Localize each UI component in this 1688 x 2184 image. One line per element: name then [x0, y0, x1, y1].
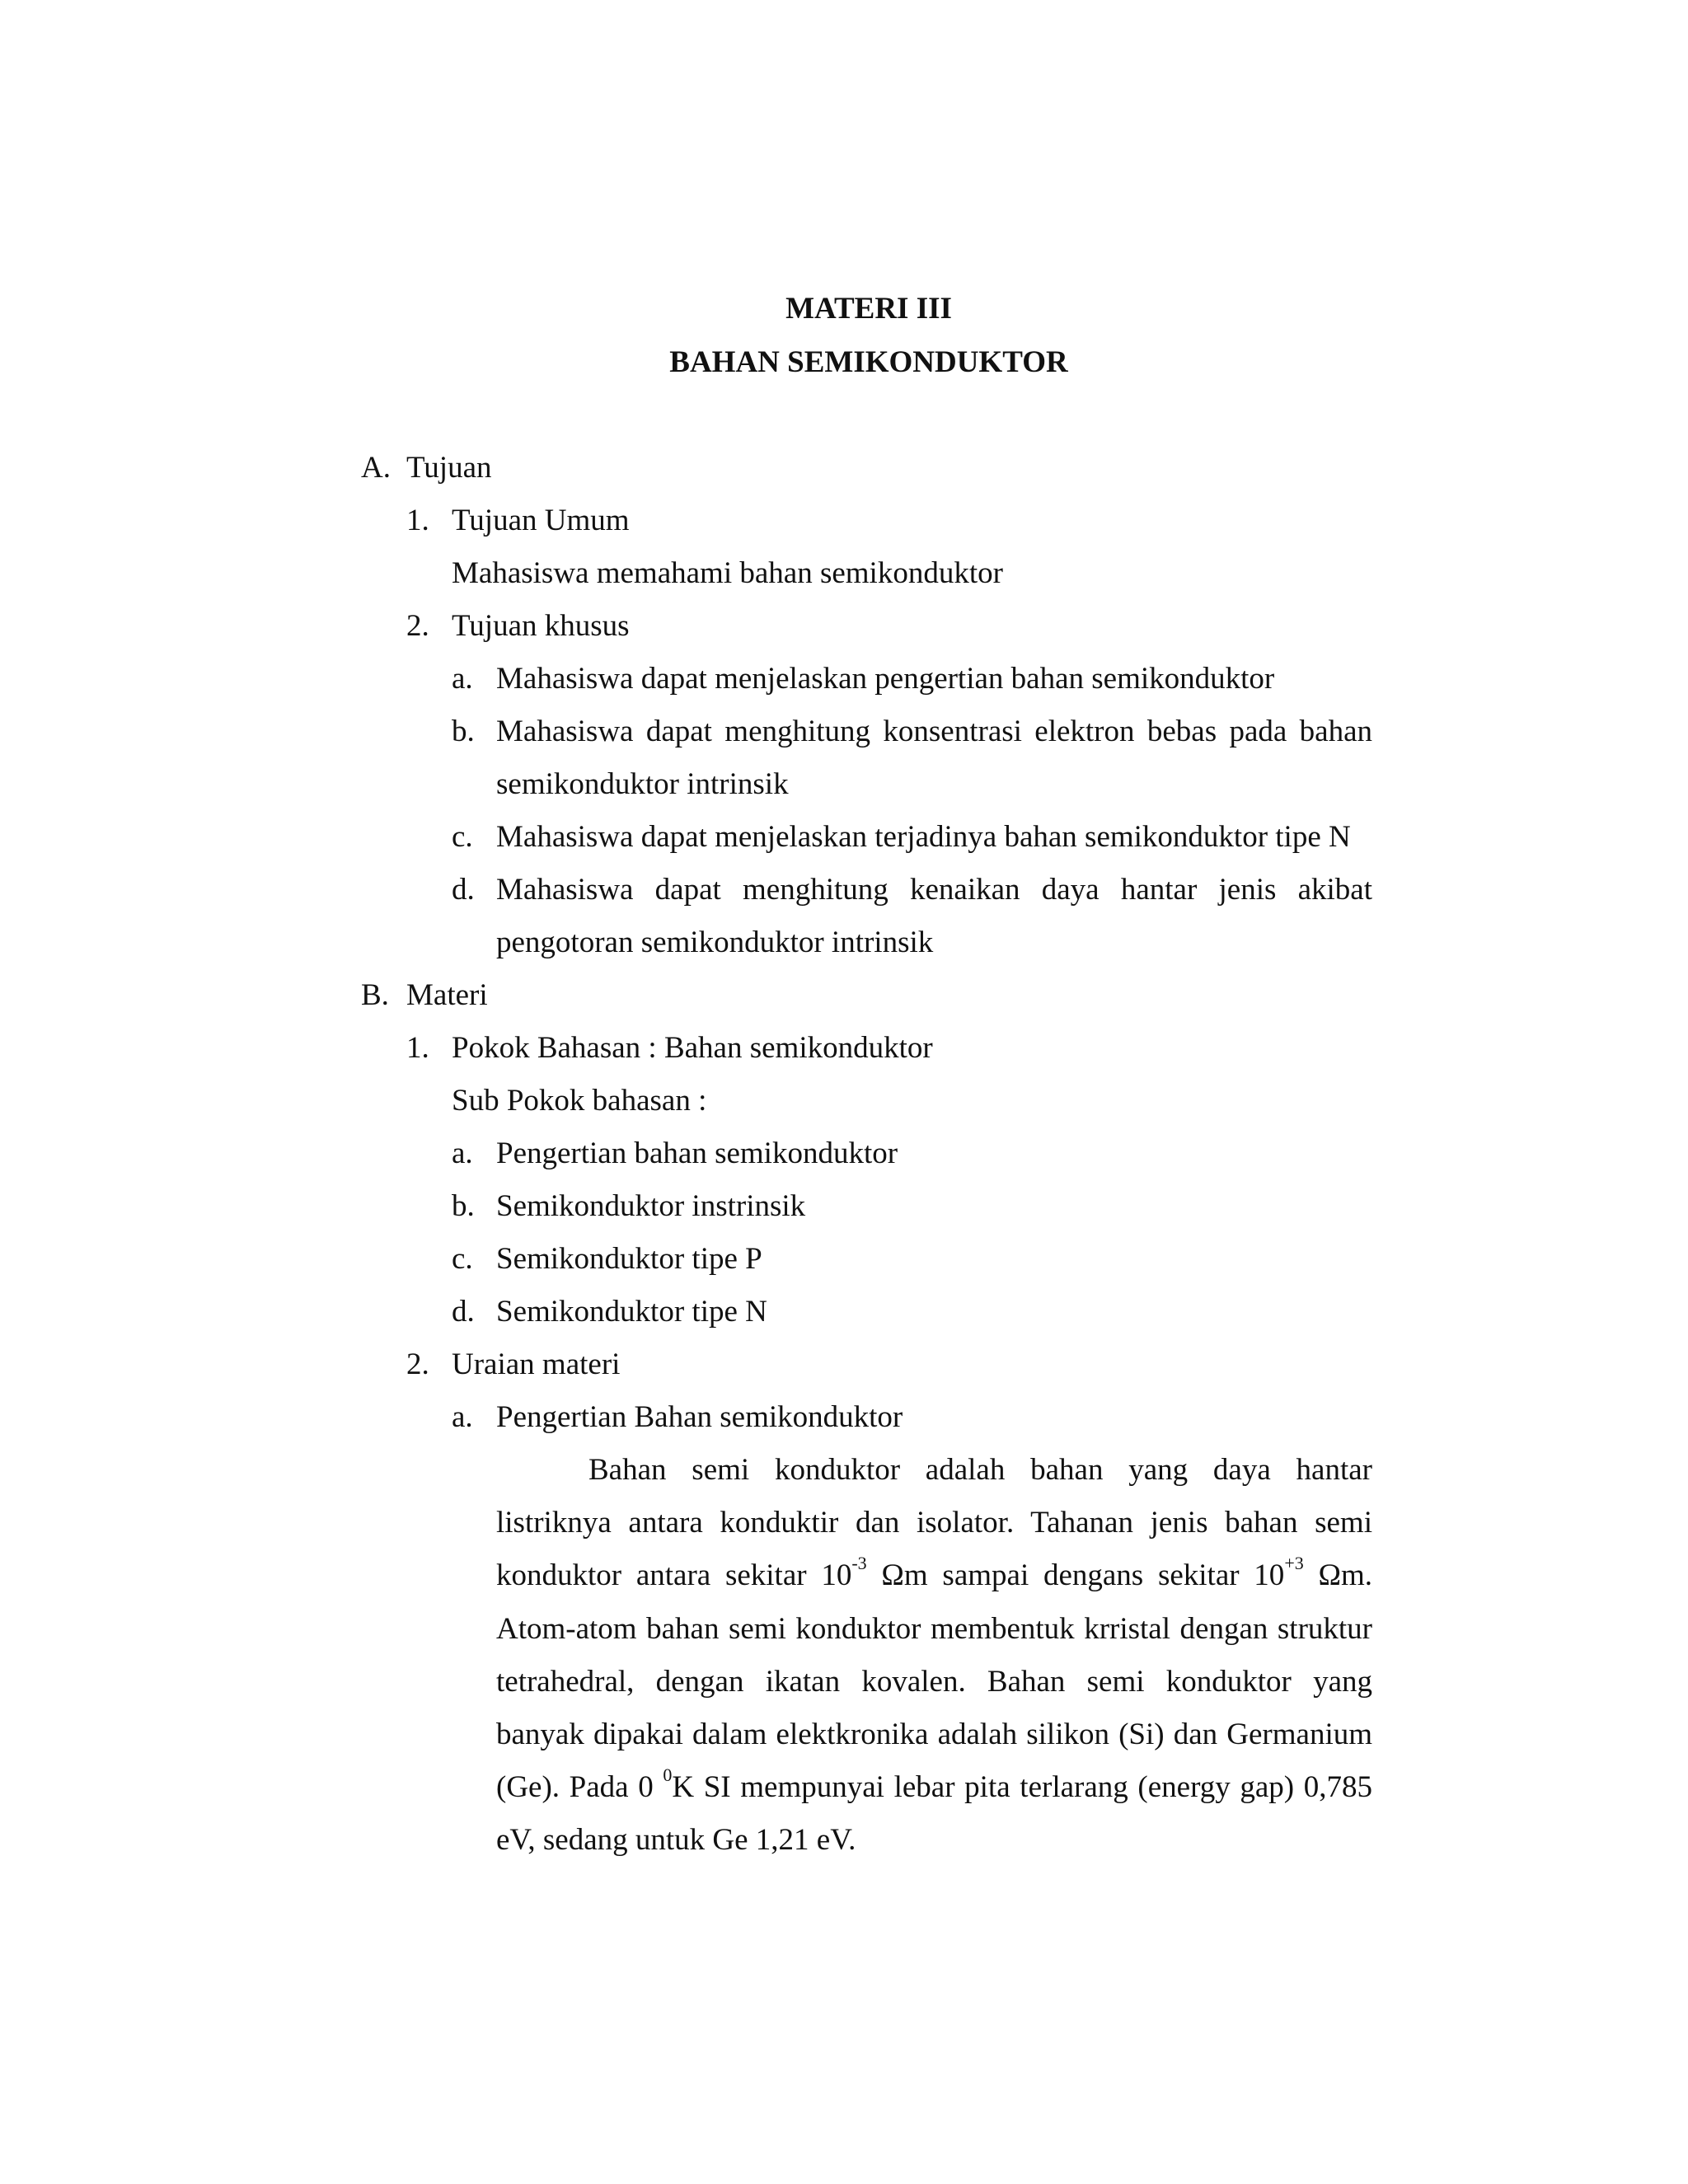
paragraph-line-3 — [496, 1552, 1373, 1594]
section-b-item1-title: Pokok Bahasan : Bahan semikonduktor — [452, 1031, 933, 1065]
section-b-item1-marker: 1. — [406, 1031, 429, 1065]
subtopic-b-marker: b. — [452, 1189, 475, 1223]
document-subtitle: BAHAN SEMIKONDUKTOR — [669, 345, 1068, 379]
material-a-marker: a. — [452, 1400, 473, 1434]
material-a-title: Pengertian Bahan semikonduktor — [496, 1400, 903, 1434]
section-a-item1-marker: 1. — [406, 504, 429, 537]
section-a-marker: A. — [361, 451, 391, 485]
section-b-marker: B. — [361, 978, 389, 1012]
paragraph-line-7-part-a: (Ge). Pada 0 — [496, 1770, 663, 1804]
section-b-item2-marker: 2. — [406, 1347, 429, 1381]
section-a-title: Tujuan — [406, 451, 492, 485]
paragraph-line-4: Atom-atom bahan semi konduktor membentuk krristal dengan struktur — [496, 1612, 1372, 1646]
section-a-item1-title: Tujuan Umum — [452, 504, 630, 537]
objective-b-marker: b. — [452, 715, 475, 748]
paragraph-line-3-part-c: Ωm. — [1303, 1558, 1373, 1592]
paragraph-line-1: Bahan semi konduktor adalah bahan yang daya hantar — [588, 1453, 1372, 1487]
subtopic-d-marker: d. — [452, 1295, 475, 1329]
objective-d-marker: d. — [452, 873, 475, 907]
paragraph-line-2: listriknya antara konduktir dan isolator. Tahanan jenis bahan semi — [496, 1506, 1372, 1540]
subtopic-a-marker: a. — [452, 1137, 473, 1170]
section-a-item2-marker: 2. — [406, 609, 429, 643]
objective-a-text: Mahasiswa dapat menjelaskan pengertian bahan semikonduktor — [496, 662, 1275, 696]
paragraph-line-5: tetrahedral, dengan ikatan kovalen. Bahan semi konduktor yang — [496, 1665, 1372, 1699]
section-a-item2-title: Tujuan khusus — [452, 609, 630, 643]
subtopic-b-text: Semikonduktor instrinsik — [496, 1189, 806, 1223]
section-b-item1-subtitle: Sub Pokok bahasan : — [452, 1084, 707, 1118]
exponent-minus-3: -3 — [851, 1552, 867, 1573]
section-b-title: Materi — [406, 978, 488, 1012]
paragraph-line-8: eV, sedang untuk Ge 1,21 eV. — [496, 1823, 856, 1857]
objective-d-line1: Mahasiswa dapat menghitung kenaikan daya hantar jenis akibat — [496, 873, 1372, 907]
paragraph-line-3-part-a: konduktor antara sekitar 10 — [496, 1558, 852, 1592]
objective-b-line1: Mahasiswa dapat menghitung konsentrasi elektron bebas pada bahan — [496, 715, 1372, 748]
paragraph-line-3-part-b: Ωm sampai dengans sekitar 10 — [866, 1558, 1285, 1592]
subtopic-c-text: Semikonduktor tipe P — [496, 1242, 762, 1276]
subtopic-c-marker: c. — [452, 1242, 473, 1276]
objective-c-text: Mahasiswa dapat menjelaskan terjadinya bahan semikonduktor tipe N — [496, 820, 1351, 854]
subtopic-d-text: Semikonduktor tipe N — [496, 1295, 767, 1329]
paragraph-line-6: banyak dipakai dalam elektkronika adalah silikon (Si) dan Germanium — [496, 1718, 1372, 1751]
objective-b-line2: semikonduktor intrinsik — [496, 767, 789, 801]
paragraph-line-7 — [496, 1764, 1372, 1806]
objective-a-marker: a. — [452, 662, 473, 696]
objective-c-marker: c. — [452, 820, 473, 854]
objective-d-line2: pengotoran semikonduktor intrinsik — [496, 926, 934, 959]
section-b-item2-title: Uraian materi — [452, 1347, 621, 1381]
exponent-plus-3: +3 — [1284, 1552, 1304, 1573]
subtopic-a-text: Pengertian bahan semikonduktor — [496, 1137, 898, 1170]
document-title: MATERI III — [785, 292, 952, 326]
section-a-item1-text: Mahasiswa memahami bahan semikonduktor — [452, 556, 1003, 590]
paragraph-line-7-part-b: K SI mempunyai lebar pita terlarang (energy gap) 0,785 — [672, 1770, 1372, 1804]
exponent-zero: 0 — [663, 1764, 673, 1785]
